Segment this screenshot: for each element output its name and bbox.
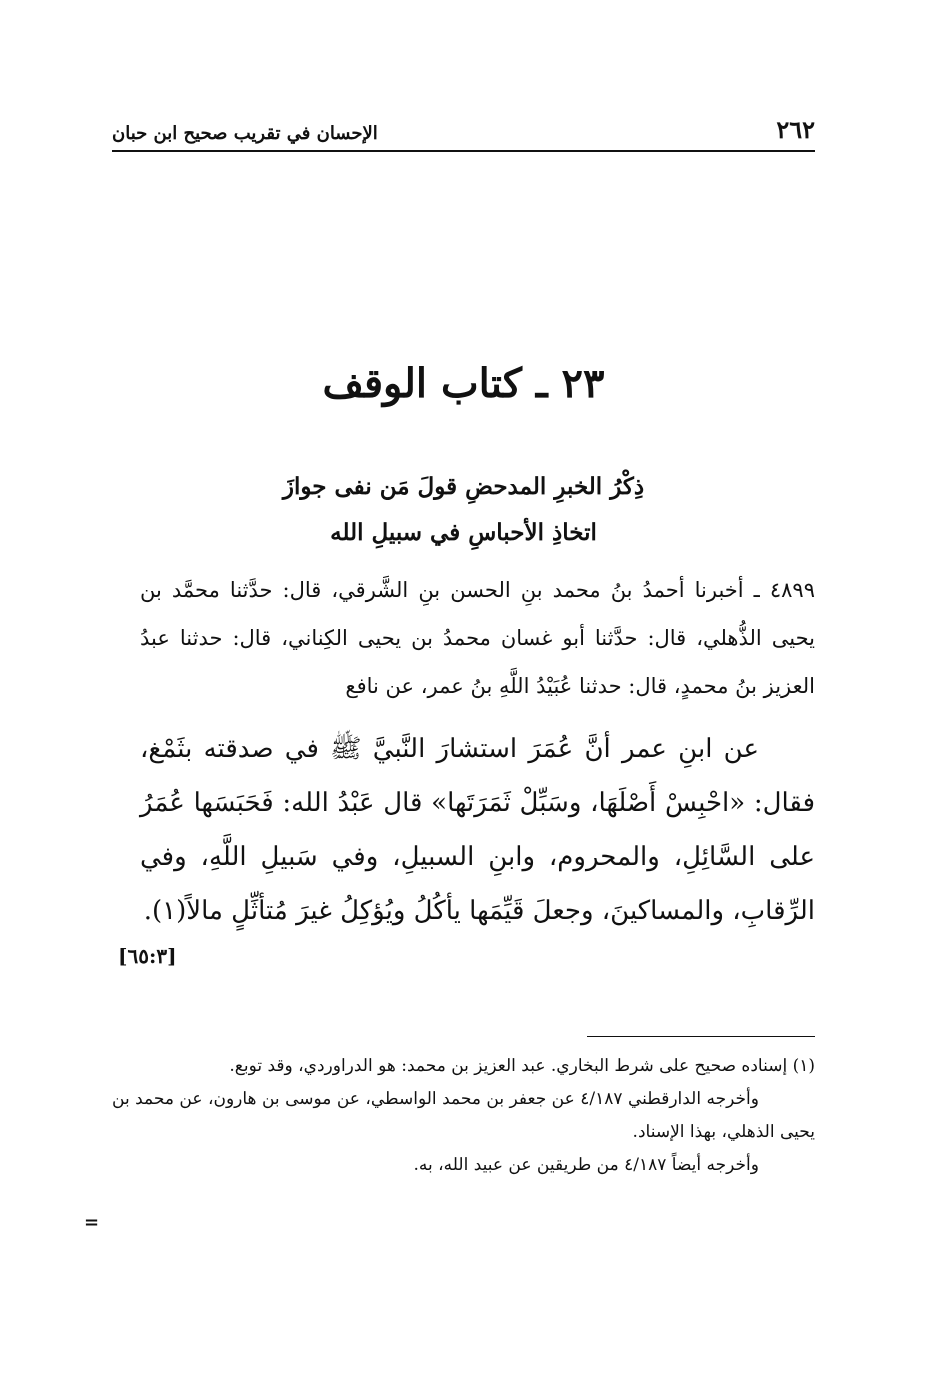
page-header (112, 108, 815, 144)
hadith-isnad: ٤٨٩٩ ـ أخبرنا أحمدُ بنُ محمد بنِ الحسن بنِ الشَّرقي، قال: حدَّثنا محمَّد بن يحيى الذُّهلي، قال: حدَّثنا أبو غسان محمدُ بن يحيى الكِناني، قال: حدثنا عبدُ العزيز بنُ محمدٍ، قال: حدثنا عُبَيْدُ اللَّهِ بنُ عمر، عن نافع (140, 578, 815, 698)
footnotes (112, 1050, 815, 1182)
footnote-3: وأخرجه أيضاً ٤/١٨٧ من طريقين عن عبيد الله، به. (413, 1155, 759, 1175)
chapter-heading (112, 464, 815, 556)
footnote-1: (١) إسناده صحيح على شرط البخاري. عبد العزيز بن محمد: هو الدراوردي، وقد توبع. (229, 1056, 815, 1076)
footnote-2: وأخرجه الدارقطني ٤/١٨٧ عن جعفر بن محمد الواسطي، عن موسى بن هارون، عن محمد بن يحيى الذهلي، بهذا الإسناد. (112, 1089, 815, 1142)
hadith-matn-block (140, 722, 815, 938)
hadith-reference: [٦٥:٣] (118, 944, 177, 968)
hadith-matn: عن ابنِ عمر أنَّ عُمَرَ استشارَ النَّبيَّ ﷺ في صدقته بثَمْغ، فقال: «احْبِسْ أَصْلَهَا، وسَبِّلْ ثَمَرَتَها» قال عَبْدُ الله: فَحَبَسَها عُمَرُ على السَّائِلِ، والمحروم، وابنِ السبيلِ، وفي سَبيلِ اللَّهِ، وفي الرِّقابِ، والمساكينَ، وجعلَ قَيِّمَها يأكُلُ ويُؤكِلُ غيرَ مُتأثِّلٍ مالاً(١). (140, 734, 815, 926)
footnote-rule (587, 1036, 815, 1037)
book-title: ٢٣ ـ كتاب الوقف (322, 360, 605, 407)
running-title: الإحسان في تقريب صحيح ابن حبان (112, 123, 378, 144)
chapter-heading-line-1: ذِكْرُ الخبرِ المدحضِ قولَ مَن نفى جوازَ (282, 473, 645, 500)
footnote-3-block (112, 1149, 815, 1182)
header-rule (112, 150, 815, 152)
chapter-heading-line-2: اتخاذِ الأحباسِ في سبيلِ الله (330, 519, 597, 546)
footnote-2-block (112, 1083, 815, 1149)
continuation-mark: = (84, 1212, 100, 1233)
page-number: ٢٦٢ (776, 115, 815, 144)
